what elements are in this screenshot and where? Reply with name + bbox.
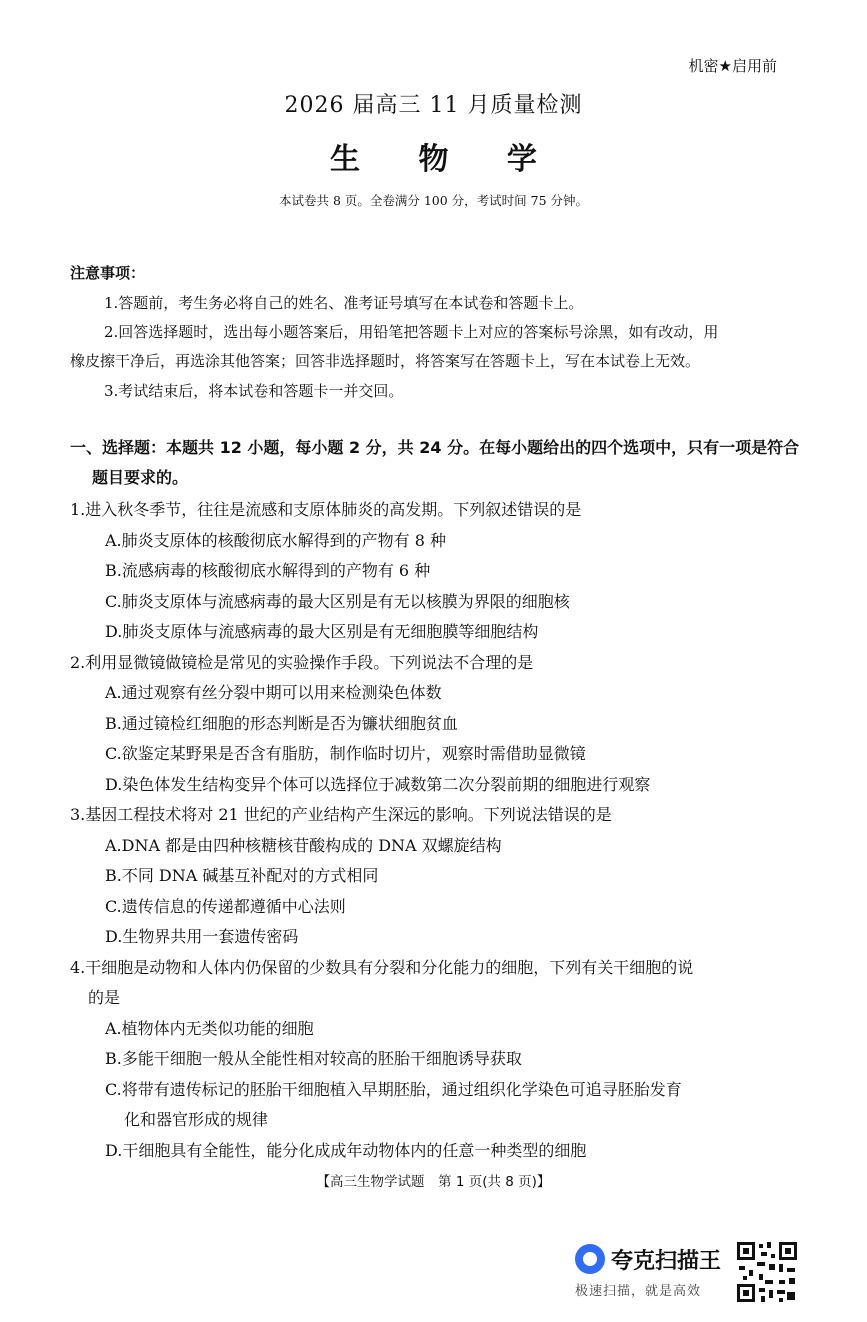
question-1-option-d: D.肺炎支原体与流感病毒的最大区别是有无细胞膜等细胞结构 bbox=[105, 622, 539, 641]
note-line-3: 橡皮擦干净后，再选涂其他答案；回答非选择题时，将答案写在答题卡上，写在本试卷上无效。 bbox=[70, 352, 701, 370]
question-2-option-d: D.染色体发生结构变异个体可以选择位于减数第二次分裂前期的细胞进行观察 bbox=[105, 775, 651, 794]
subject-title: 生 物 学 bbox=[330, 142, 561, 177]
question-2-option-b: B.通过镜检红细胞的形态判断是否为镰状细胞贫血 bbox=[105, 714, 458, 733]
scanner-slogan: 极速扫描，就是高效 bbox=[575, 1284, 702, 1299]
question-1-option-b: B.流感病毒的核酸彻底水解得到的产物有 6 种 bbox=[105, 561, 431, 580]
note-line-1: 1.答题前，考生务必将自己的姓名、准考证号填写在本试卷和答题卡上。 bbox=[104, 294, 584, 312]
question-1-option-c: C.肺炎支原体与流感病毒的最大区别是有无以核膜为界限的细胞核 bbox=[105, 592, 570, 611]
exam-title: 2026 届高三 11 月质量检测 bbox=[284, 93, 583, 118]
question-4-option-d: D.干细胞具有全能性，能分化成成年动物体内的任意一种类型的细胞 bbox=[105, 1141, 587, 1160]
question-1-option-a: A.肺炎支原体的核酸彻底水解得到的产物有 8 种 bbox=[105, 531, 446, 550]
question-4-option-c-cont: 化和器官形成的规律 bbox=[124, 1110, 269, 1129]
question-2-stem: 2.利用显微镜做镜检是常见的实验操作手段。下列说法不合理的是 bbox=[70, 653, 534, 672]
question-3-option-a: A.DNA 都是由四种核糖核苷酸构成的 DNA 双螺旋结构 bbox=[105, 836, 502, 855]
question-4-option-b: B.多能干细胞一般从全能性相对较高的胚胎干细胞诱导获取 bbox=[105, 1049, 522, 1068]
question-4-stem: 4.干细胞是动物和人体内仍保留的少数具有分裂和分化能力的细胞，下列有关干细胞的说 bbox=[70, 958, 694, 977]
question-2-option-c: C.欲鉴定某野果是否含有脂肪，制作临时切片，观察时需借助显微镜 bbox=[105, 744, 586, 763]
qr-code-icon bbox=[735, 1240, 799, 1304]
question-4-option-a: A.植物体内无类似功能的细胞 bbox=[105, 1019, 314, 1038]
notes-heading: 注意事项： bbox=[70, 264, 146, 282]
question-1-stem: 1.进入秋冬季节，往往是流感和支原体肺炎的高发期。下列叙述错误的是 bbox=[70, 500, 582, 519]
scanner-brand-name: 夸克扫描王 bbox=[611, 1249, 722, 1274]
question-3-option-d: D.生物界共用一套遗传密码 bbox=[105, 927, 299, 946]
section-heading: 一、选择题：本题共 12 小题，每小题 2 分，共 24 分。在每小题给出的四个选项中，只有一项是符合 bbox=[70, 438, 800, 457]
exam-info: 本试卷共 8 页。全卷满分 100 分，考试时间 75 分钟。 bbox=[278, 193, 589, 208]
page-footer: 【高三生物学试题 第 1 页(共 8 页)】 bbox=[316, 1174, 551, 1190]
question-3-option-b: B.不同 DNA 碱基互补配对的方式相同 bbox=[105, 866, 379, 885]
scanner-watermark bbox=[575, 1240, 735, 1300]
section-heading-cont: 题目要求的。 bbox=[92, 468, 189, 487]
question-4-option-c: C.将带有遗传标记的胚胎干细胞植入早期胚胎，通过组织化学染色可追寻胚胎发育 bbox=[105, 1080, 682, 1099]
scanner-logo-icon bbox=[575, 1244, 605, 1274]
question-3-stem: 3.基因工程技术将对 21 世纪的产业结构产生深远的影响。下列说法错误的是 bbox=[70, 805, 612, 824]
note-line-2: 2.回答选择题时，选出每小题答案后，用铅笔把答题卡上对应的答案标号涂黑，如有改动，用 bbox=[104, 323, 719, 341]
question-3-option-c: C.遗传信息的传递都遵循中心法则 bbox=[105, 897, 346, 916]
confidential-tag: 机密★启用前 bbox=[688, 57, 777, 75]
note-line-4: 3.考试结束后，将本试卷和答题卡一并交回。 bbox=[104, 382, 404, 400]
question-4-stem-cont: 的是 bbox=[88, 988, 121, 1007]
question-2-option-a: A.通过观察有丝分裂中期可以用来检测染色体数 bbox=[105, 683, 442, 702]
